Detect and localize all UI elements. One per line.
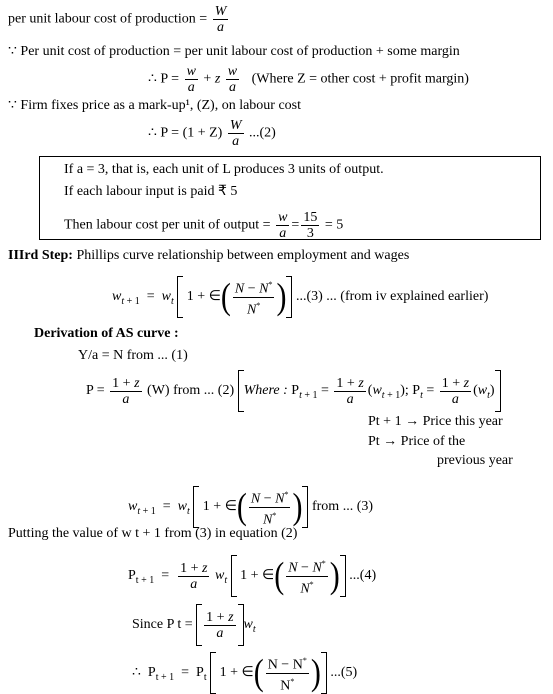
derivation-heading: Derivation of AS curve :: [34, 326, 179, 341]
line-per-unit-cost: ∵ Per unit cost of production = per unit labour cost of production + some margin: [8, 44, 460, 59]
box-line-2: If each labour input is paid ₹ 5: [64, 184, 238, 199]
line-unit-labour-cost: per unit labour cost of production = $\frac{W}{a}$: [8, 4, 227, 35]
equation-p-margin: ∴ P = $\frac{w}{a}$ + z $\frac{w}{a}$ (Where Z = other cost + profit margin): [148, 64, 469, 95]
legend-price-this-year: Pt + 1 → Price this year: [368, 414, 503, 429]
equation-5: ∴ $P_{t + 1} = P_t$ 1 + ∈( $\frac{N - N^*}{N^*}$ ) ...(5): [132, 651, 358, 694]
equation-3-phillips: $w_{t + 1} = w_t$ 1 + ∈( $\frac{N - N^*}{N^*}$ ) ...(3) ... (from iv explained earlier): [112, 275, 489, 318]
equation-3-repeat: $w_{t + 1} = w_t$ 1 + ∈( $\frac{N - N^*}{N^*}$ ) from ... (3): [128, 485, 374, 528]
step3-heading-line: IIIrd Step: Phillips curve relationship between employment and wages: [8, 248, 410, 263]
box-line-3: Then labour cost per unit of output = $\frac{w}{a}$ = $\frac{15}{3}$ = 5: [64, 210, 344, 241]
line-markup: ∵ Firm fixes price as a mark-up¹, (Z), on labour cost: [8, 98, 302, 113]
equation-2: ∴ P = (1 + Z) $\frac{W}{a}$ ...(2): [148, 118, 276, 149]
derivation-line-1: Y/a = N from ... (1): [78, 348, 188, 363]
putting-line: Putting the value of w t + 1 from (3) in equation (2): [8, 526, 298, 541]
legend-price-previous: Pt → Price of the: [368, 434, 466, 449]
derivation-line-2: P = $\frac{1 + z}{a}$ (W) from ... (2) Where : $P_{t + 1}$ = $\frac{1 + z}{a}$ $(w_{t + 1})$; $P_t$ = $\frac{1 + z}{a}$ $(w_t)$: [86, 370, 501, 412]
since-line: Since P t = $\frac{1 + z}{a}$ $w_t$: [132, 604, 256, 646]
equation-4: $P_{t + 1}$ = $\frac{1 + z}{a}$ $w_t$ 1 + ∈( $\frac{N - N^*}{N^*}$ ) ...(4): [128, 554, 377, 597]
box-line-1: If a = 3, that is, each unit of L produces 3 units of output.: [64, 162, 384, 177]
legend-previous-year: previous year: [437, 453, 513, 468]
fraction-w-over-a: $\frac{W}{a}$: [214, 4, 227, 35]
